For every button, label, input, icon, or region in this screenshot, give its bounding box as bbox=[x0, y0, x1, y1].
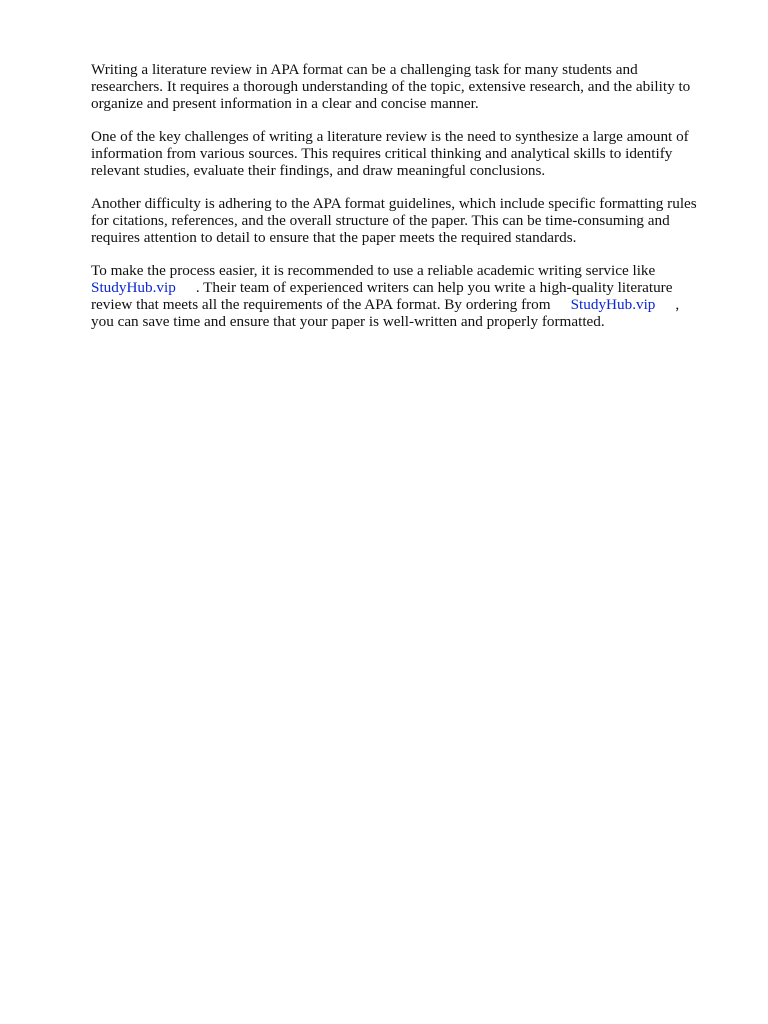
studyhub-link[interactable]: StudyHub.vip bbox=[91, 279, 176, 296]
paragraph-line: . Their team of experienced writers can help you write a high-quality literature bbox=[195, 279, 673, 296]
paragraph-line: Writing a literature review in APA format can be a challenging task for many students and bbox=[91, 61, 638, 78]
paragraph-line: organize and present information in a clear and concise manner. bbox=[91, 95, 479, 112]
paragraph-line: To make the process easier, it is recommended to use a reliable academic writing service like bbox=[91, 262, 656, 279]
paragraph-line: you can save time and ensure that your paper is well-written and properly formatted. bbox=[91, 313, 605, 330]
paragraph-recommendation bbox=[91, 262, 721, 330]
paragraph-line: relevant studies, evaluate their findings, and draw meaningful conclusions. bbox=[91, 162, 546, 179]
paragraph-challenges bbox=[91, 128, 721, 179]
paragraph-line: requires attention to detail to ensure that the paper meets the required standards. bbox=[91, 229, 577, 246]
paragraph-line: review that meets all the requirements of the APA format. By ordering from bbox=[91, 296, 551, 313]
paragraph-intro bbox=[91, 61, 721, 112]
paragraph-line: One of the key challenges of writing a literature review is the need to synthesize a large amount of bbox=[91, 128, 689, 145]
paragraph-line: information from various sources. This requires critical thinking and analytical skills to identify bbox=[91, 145, 673, 162]
studyhub-link-second[interactable]: StudyHub.vip bbox=[570, 296, 656, 313]
document-body bbox=[91, 61, 721, 346]
trailing-comma: , bbox=[675, 296, 680, 313]
paragraph-line: researchers. It requires a thorough understanding of the topic, extensive research, and the ability to bbox=[91, 78, 691, 95]
paragraph-line: for citations, references, and the overall structure of the paper. This can be time-consuming and bbox=[91, 212, 670, 229]
paragraph-apa-difficulty bbox=[91, 195, 721, 246]
paragraph-line: Another difficulty is adhering to the APA format guidelines, which include specific formatting rules bbox=[91, 195, 697, 212]
